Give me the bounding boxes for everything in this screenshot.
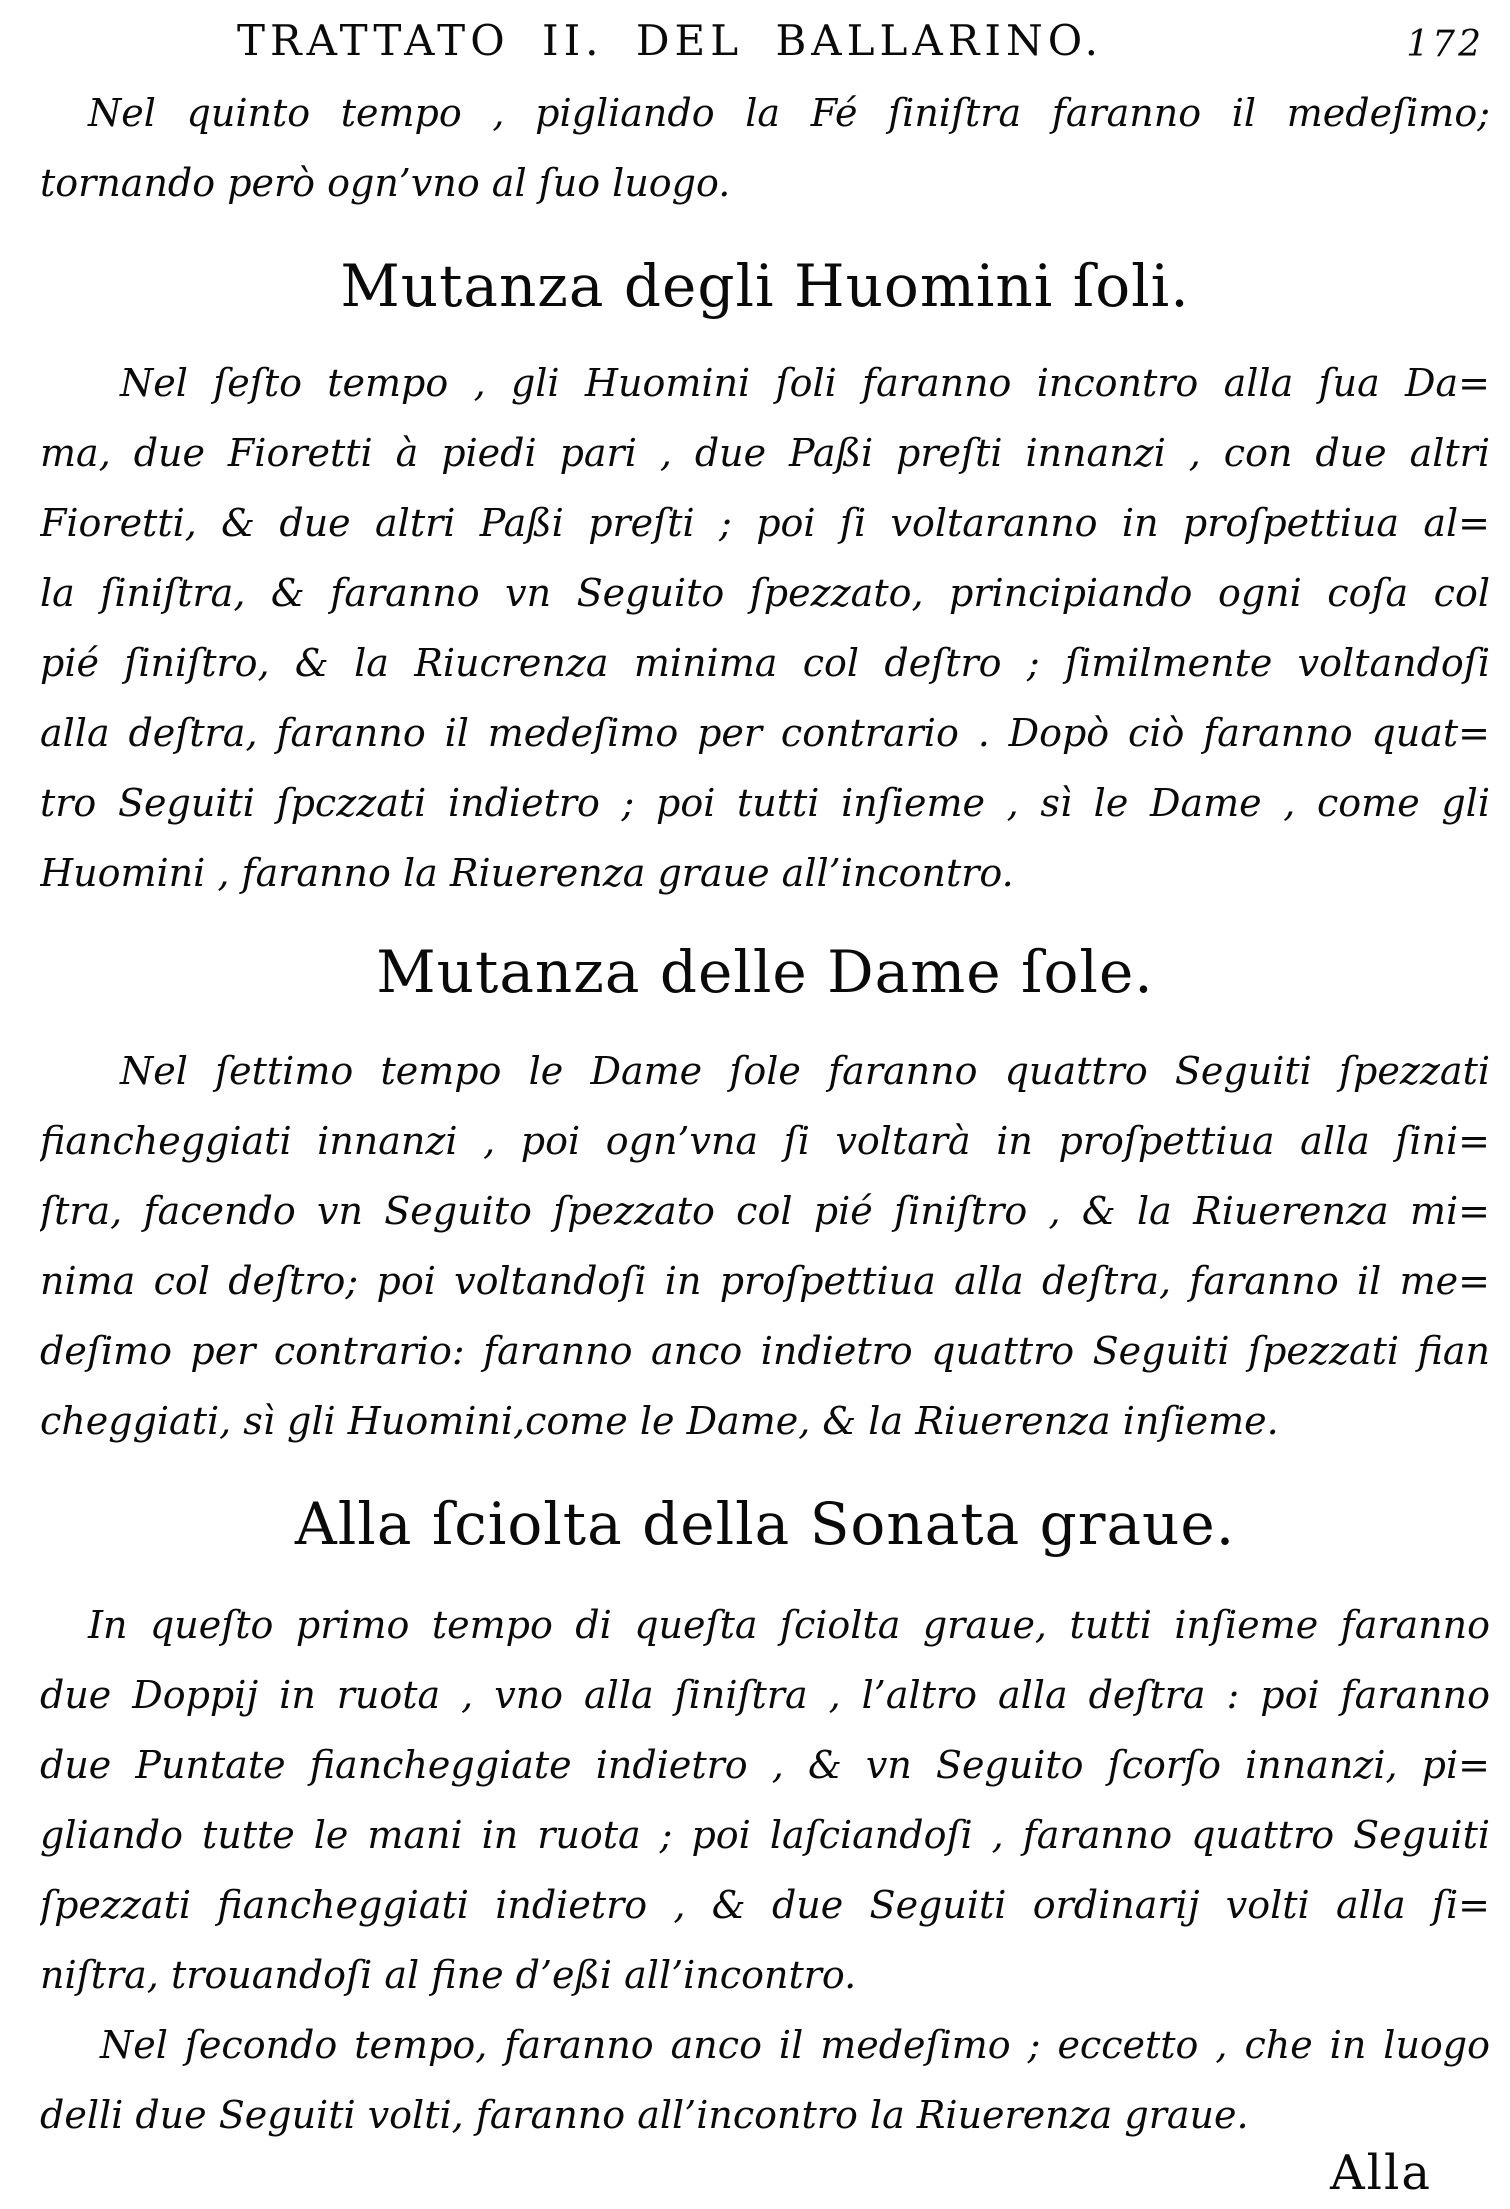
text-line: la ſiniſtra, & faranno vn Seguito ſpezzato, principiando ogni coſa col (40, 571, 1490, 615)
text-line: deſimo per contrario: faranno anco indietro quattro Seguiti ſpezzati fian (40, 1329, 1490, 1373)
text-line: fiancheggiati innanzi , poi ogn’vna ſi voltarà in proſpettiua alla ſini= (40, 1119, 1490, 1163)
text-line: tro Seguiti ſpczzati indietro ; poi tutti inſieme , sì le Dame , come gli (40, 781, 1490, 825)
text-line: due Puntate fiancheggiate indietro , & vn Seguito ſcorſo innanzi, pi= (40, 1743, 1490, 1787)
text-line: ſtra, facendo vn Seguito ſpezzato col pié ſiniſtro , & la Riuerenza mi= (40, 1189, 1490, 1233)
text-line: tornando però ogn’vno al ſuo luogo. (40, 161, 731, 205)
text-line: Huomini , faranno la Riuerenza graue all’incontro. (40, 851, 1014, 895)
text-line: In queſto primo tempo di queſta ſciolta graue, tutti inſieme faranno (88, 1603, 1490, 1647)
paragraph-quinto-tempo (40, 78, 1490, 218)
text-line: pié ſiniſtro, & la Riucrenza minima col deſtro ; ſimilmente voltandoſi (40, 641, 1490, 685)
page-number: 172 (1406, 24, 1484, 65)
text-line: delli due Seguiti volti, faranno all’incontro la Riuerenza graue. (40, 2093, 1249, 2137)
text-line: nima col deſtro; poi voltandoſi in proſpettiua alla deſtra, faranno il me= (40, 1259, 1490, 1303)
paragraph-settimo-tempo (40, 1036, 1490, 1456)
text-line: cheggiati, sì gli Huomini,come le Dame, & la Riuerenza inſieme. (40, 1399, 1279, 1443)
text-line: Fioretti, & due altri Paßi preſti ; poi ſi voltaranno in proſpettiua al= (40, 501, 1490, 545)
page-body (40, 78, 1490, 2150)
catchword: Alla (1330, 2145, 1432, 2201)
page-header (40, 14, 1490, 72)
text-line: ma, due Fioretti à piedi pari , due Paßi preſti innanzi , con due altri (40, 431, 1490, 475)
paragraph-secondo-tempo (40, 2010, 1490, 2150)
paragraph-sesto-tempo (40, 348, 1490, 908)
text-line: Nel ſettimo tempo le Dame ſole faranno quattro Seguiti ſpezzati (120, 1049, 1490, 1093)
text-line: Nel quinto tempo , pigliando la Fé ſiniſtra faranno il medeſimo; (88, 91, 1490, 135)
running-title: TRATTATO II. DEL BALLARINO. (236, 16, 1104, 65)
paragraph-primo-tempo-sciolta (40, 1590, 1490, 2010)
section-heading-mutanza-dame: Mutanza delle Dame ſole. (376, 938, 1154, 1006)
text-line: ſpezzati fiancheggiati indietro , & due Seguiti ordinarij volti alla ſi= (40, 1883, 1490, 1927)
section-heading-mutanza-huomini: Mutanza degli Huomini ſoli. (340, 252, 1190, 320)
section-heading-sciolta-sonata: Alla ſciolta della Sonata graue. (294, 1490, 1236, 1558)
text-line: Nel ſeſto tempo , gli Huomini ſoli faranno incontro alla ſua Da= (120, 361, 1490, 405)
text-line: alla deſtra, faranno il medeſimo per contrario . Dopò ciò faranno quat= (40, 711, 1490, 755)
text-line: Nel ſecondo tempo, faranno anco il medeſimo ; eccetto , che in luogo (100, 2023, 1490, 2067)
text-line: due Doppij in ruota , vno alla ſiniſtra , l’altro alla deſtra : poi faranno (40, 1673, 1490, 1717)
text-line: gliando tutte le mani in ruota ; poi laſciandoſi , faranno quattro Seguiti (40, 1813, 1490, 1857)
text-line: niſtra, trouandoſi al fine d’eßi all’incontro. (40, 1953, 857, 1997)
